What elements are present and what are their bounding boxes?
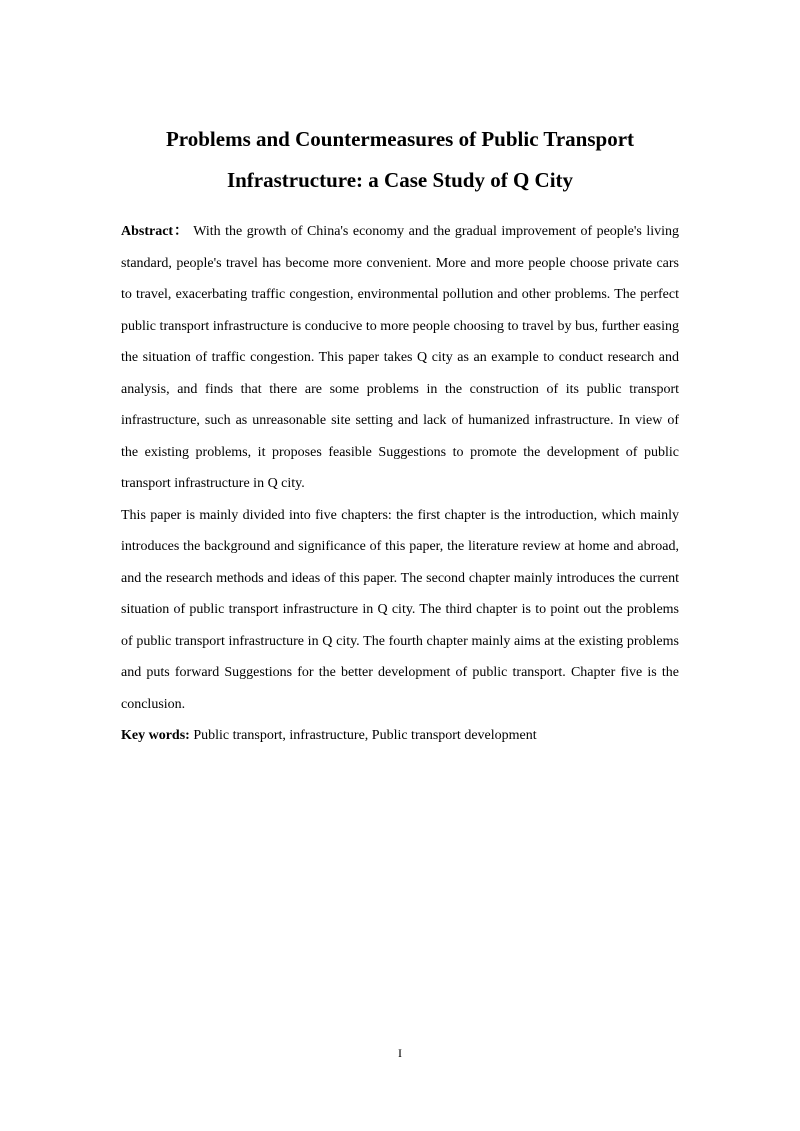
page-number: I — [398, 1046, 402, 1060]
abstract-paragraph — [121, 216, 679, 500]
title-line-1: Problems and Countermeasures of Public Transport — [165, 127, 635, 151]
abstract-text: With the growth of China's economy and the gradual improvement of people's living standard, people's travel has become more convenient. More and more people choose private cars to travel, exacerbating traffic congestion, environmental pollution and other problems. The perfect public transport infrastructure is conducive to more people choosing to travel by bus, further easing the situation of traffic congestion. This paper takes Q city as an example to conduct research and analysis, and finds that there are some problems in the construction of its public transport infrastructure, such as unreasonable site setting and lack of humanized infrastructure. In view of the existing problems, it proposes feasible Suggestions to promote the development of public transport infrastructure in Q city. — [121, 224, 679, 491]
keywords-text: Public transport, infrastructure, Public transport development — [193, 728, 537, 743]
keywords-label: Key words: — [121, 728, 190, 743]
document-title — [110, 119, 690, 201]
document-body — [121, 216, 679, 752]
structure-paragraph: This paper is mainly divided into five chapters: the first chapter is the introduction, which mainly introduces the background and significance of this paper, the literature review at home and abroad, and the research methods and ideas of this paper. The second chapter mainly introduces the current situation of public transport infrastructure in Q city. The third chapter is to point out the problems of public transport infrastructure in Q city. The fourth chapter mainly aims at the existing problems and puts forward Suggestions for the better development of public transport. Chapter five is the conclusion. — [121, 507, 679, 712]
title-line-2: Infrastructure: a Case Study of Q City — [226, 168, 574, 192]
abstract-label: Abstract： — [121, 224, 190, 239]
keywords-paragraph — [121, 720, 679, 752]
